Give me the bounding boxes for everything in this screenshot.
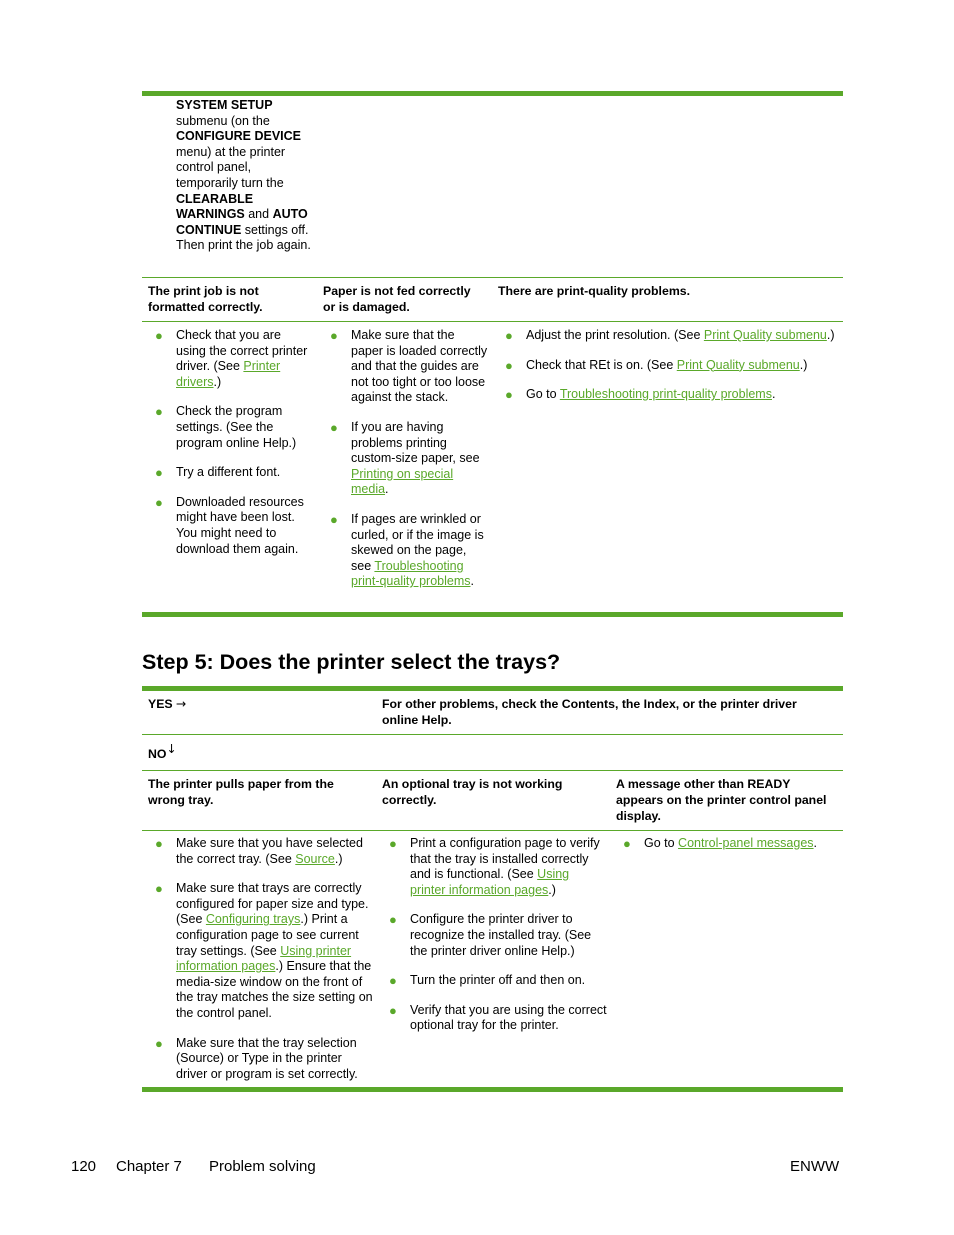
table2-col1-list [148,836,373,1096]
no-label [148,742,177,762]
table-top-rule [142,686,843,691]
item-text: Verify that you are using the correct optional tray for the printer. [410,1002,607,1033]
item-text: .) [826,328,835,342]
cross-reference-link[interactable]: Troubleshooting print-quality problems [351,558,471,589]
item-text: Make sure that the paper is loaded correctly and that the guides are not too tight or too loose against the stack. [351,328,488,405]
list-item [323,328,488,406]
table1-header-1: The print job is not formatted correctly. [148,284,263,314]
footer-enww: ENWW [790,1158,840,1175]
list-item [323,512,488,590]
item-text: . [470,574,474,589]
list-item [148,1036,373,1083]
down-arrow-icon: ↓ [166,742,177,756]
text-run: submenu (on the [176,113,270,128]
list-item [148,404,313,451]
item-text: .) [334,851,343,866]
item-text: Configure the printer driver to recognize the installed tray. (See the printer driver online Help.) [410,912,592,958]
yes-label [148,696,186,712]
list-item [382,973,607,989]
item-text: .) Ensure that the media-size window on the front of the tray matches the size setting on the control panel. [176,959,373,1020]
cross-reference-link[interactable]: Using printer information pages [176,943,352,974]
text-run: menu) at the printer control panel, temporarily turn the [176,144,286,190]
table2-col2-list [382,836,607,1048]
list-item [148,495,313,557]
section-title: Step 5: Does the printer select the trays? [142,650,561,674]
item-text: If pages are wrinkled or curled, or if the image is skewed on the page, see [351,511,484,573]
table-row-divider [142,734,843,735]
cross-reference-link[interactable]: Troubleshooting print-quality problems [559,387,772,402]
list-item [323,420,488,498]
item-text: Check that REt is on. (See [526,357,677,372]
list-item [498,387,843,403]
list-item [148,465,313,481]
table2-header-2: An optional tray is not working correctly. [382,777,563,807]
cross-reference-link[interactable]: Configuring trays [205,912,301,927]
item-text: Print a configuration page to verify that the tray is installed correctly and is functional. (See [410,836,600,882]
yes-description: For other problems, check the Contents, the Index, or the printer driver online Help. [382,697,797,727]
item-text: . [385,482,389,497]
bullet-icon: ● [155,881,163,897]
bullet-icon: ● [330,328,338,343]
table-row-divider [142,770,843,771]
cross-reference-link[interactable]: Control-panel messages [678,836,814,850]
item-text: Check the program settings. (See the program online Help.) [176,404,297,450]
bullet-icon: ● [330,511,338,527]
bullet-icon: ● [505,387,513,403]
item-text: Make sure that trays are correctly configured for paper size and type. (See [176,881,369,927]
no-text: NO [148,747,167,761]
table1-col3-list [498,328,843,417]
item-text: .) Print a configuration page to see current tray settings. (See [176,912,359,958]
list-item [382,1003,607,1034]
list-item [148,836,373,867]
cross-reference-link[interactable]: Printer drivers [176,359,281,389]
list-item [148,881,373,1021]
table-top-rule [142,91,843,96]
item-text: .) [799,357,808,372]
table2-header-1: The printer pulls paper from the wrong tray. [148,777,334,807]
menu-name: CLEARABLE WARNINGS [176,191,254,222]
bullet-icon: ● [389,836,397,851]
footer-section: Problem solving [209,1158,316,1175]
table-row-divider [142,830,843,831]
bullet-icon: ● [155,836,163,851]
cross-reference-link[interactable]: Printing on special media [351,466,454,497]
bullet-icon: ● [623,836,631,851]
bullet-icon: ● [155,494,163,510]
item-text: Turn the printer off and then on. [410,973,586,988]
item-text: Check that you are using the correct printer driver. (See [176,328,308,374]
item-text: Make sure that the tray selection (Source) or Type in the printer driver or program is set correctly. [176,1035,358,1081]
bullet-icon: ● [389,912,397,928]
item-text: Downloaded resources might have been lost. You might need to download them again. [176,494,304,556]
bullet-icon: ● [389,1002,397,1018]
bullet-icon: ● [389,973,397,989]
footer-page-number: 120 [71,1158,97,1175]
bullet-icon: ● [505,357,513,373]
list-item [498,328,843,344]
table1-header-2: Paper is not fed correctly or is damaged. [323,284,471,314]
item-text: .) [548,882,556,897]
item-text: Go to [526,387,560,402]
bullet-icon: ● [155,328,163,343]
bullet-icon: ● [330,419,338,435]
list-item [148,328,313,390]
cross-reference-link[interactable]: Print Quality submenu [676,357,800,372]
menu-name: CONFIGURE DEVICE [176,129,302,144]
cross-reference-link[interactable]: Using printer information pages [410,867,570,897]
table-row-divider [142,277,843,278]
table-bottom-rule [142,1087,843,1092]
item-text: Try a different font. [176,465,281,480]
item-text: .) [213,374,222,389]
item-text: If you are having problems printing custom-size paper, see [351,419,480,466]
yes-text: YES [148,697,173,711]
item-text: . [813,836,818,850]
list-item [382,836,607,898]
table-bottom-rule [142,612,843,617]
top-cell-text [176,98,311,254]
table2-col3-list [616,836,841,866]
item-text: Adjust the print resolution. (See [526,328,704,342]
cross-reference-link[interactable]: Source [295,851,335,866]
table2-header-3: A message other than READY appears on the printer control panel display. [616,777,827,823]
table1-header-3: There are print-quality problems. [498,284,691,298]
table-row-divider [142,321,843,322]
right-arrow-icon: → [176,697,187,711]
list-item [616,836,841,852]
table1-col1-list [148,328,313,571]
cross-reference-link[interactable]: Print Quality submenu [703,328,827,342]
list-item [382,912,607,959]
menu-name: SYSTEM SETUP [176,98,273,112]
text-run: and [244,207,273,222]
bullet-icon: ● [155,465,163,481]
bullet-icon: ● [505,328,513,343]
menu-name: AUTO CONTINUE [176,207,308,237]
text-run: settings off. Then print the job again. [176,222,311,253]
item-text: Go to [644,836,679,850]
bullet-icon: ● [155,1035,163,1051]
table1-col2-list [323,328,488,604]
footer-chapter: Chapter 7 [116,1158,182,1175]
bullet-icon: ● [155,404,163,420]
item-text: . [771,387,776,402]
item-text: Make sure that you have selected the correct tray. (See [176,836,363,866]
list-item [498,358,843,374]
